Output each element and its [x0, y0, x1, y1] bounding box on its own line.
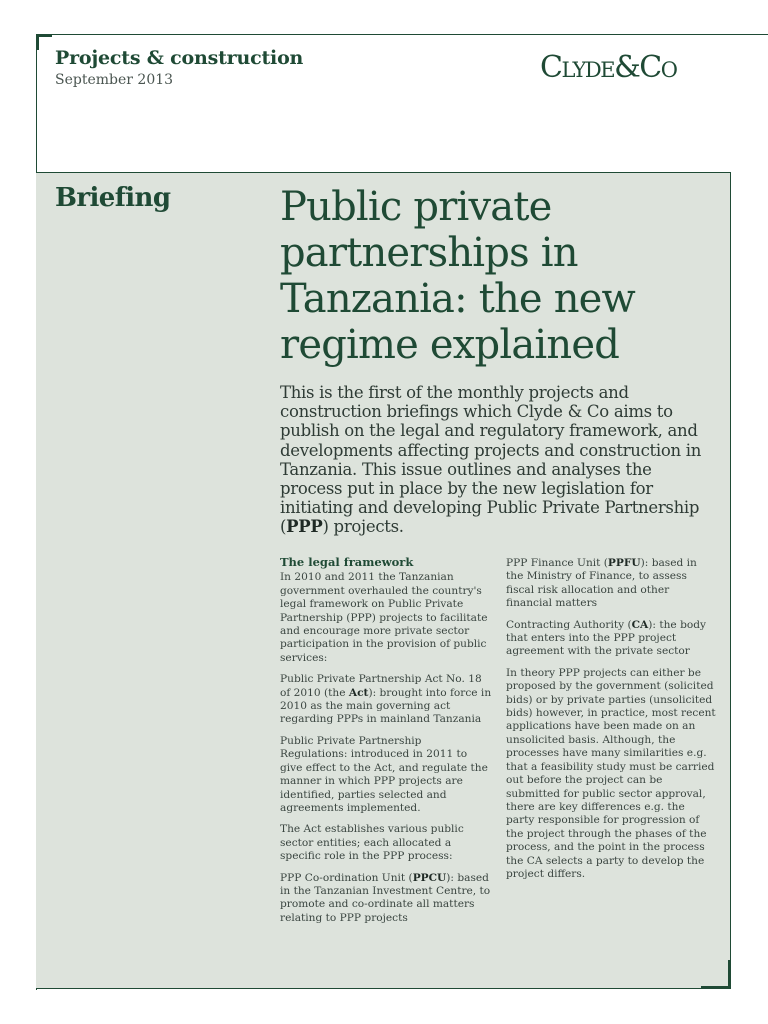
briefing-label: Briefing [55, 183, 171, 213]
paragraph: In 2010 and 2011 the Tanzanian government overhauled the country's legal framework on Public Private Partnership (PPP) projects to facilitate and encourage more private sector participation in the provision of public services: [280, 571, 488, 664]
frame-top-rule [36, 34, 768, 35]
corner-mark-bottom-right [701, 986, 731, 989]
paragraph-act: Public Private Partnership Act No. 18 of 2010 (the Act): brought into force in 2010 as the main governing act regarding PPPs in mainland Tanzania [280, 673, 492, 726]
corner-mark-bottom-right-vertical [728, 960, 731, 989]
intro-abbr: PPP [286, 517, 323, 537]
paragraph-ca: Contracting Authority (CA): the body that enters into the PPP project agreement with the private sector [506, 618, 706, 658]
page-title: Public private partnerships in Tanzania: the new regime explained [280, 184, 635, 368]
paragraph-regulations: Public Private Partnership Regulations: introduced in 2011 to give effect to the Act, and regulate the manner in which PPP projects are identified, parties selected and agreements implemented. [280, 734, 488, 814]
right-column [506, 557, 716, 889]
left-column [280, 556, 492, 933]
intro-paragraph [280, 383, 710, 537]
section-heading: The legal framework [280, 555, 414, 569]
intro-text: This is the first of the monthly projects and construction briefings which Clyde & Co aims to publish on the legal and regulatory framework, and developments affecting projects and construction in Tanzania. This issue outlines and analyses the process put in place by the new legislation for initiating and developing Public Private Partnership ( [280, 383, 702, 537]
header-title: Projects & construction [55, 47, 304, 69]
header-date: September 2013 [55, 72, 174, 88]
paragraph-entities: The Act establishes various public sector entities; each allocated a specific role in the PPP process: [280, 823, 464, 863]
corner-mark-top-left-vertical [36, 34, 39, 50]
paragraph-ppfu: PPP Finance Unit (PPFU): based in the Ministry of Finance, to assess fiscal risk allocation and other financial matters [506, 557, 697, 610]
paragraph-ppcu: PPP Co-ordination Unit (PPCU): based in the Tanzanian Investment Centre, to promote and co-ordinate all matters relating to PPP projects [280, 871, 491, 924]
intro-suffix: ) projects. [322, 517, 404, 537]
paragraph-bids: In theory PPP projects can either be proposed by the government (solicited bids) or by private parties (unsolicited bids) however, in practice, most recent applications have been made on an unsolicited basis. Although, the processes have many similarities e.g. that a feasibility study must be carried out before the project can be submitted for public sector approval, there are key differences e.g. the party responsible for progression of the project through the phases of the process, and the point in the process the CA selects a party to develop the project differs. [506, 666, 716, 880]
clyde-co-logo: Clyde&Co [540, 50, 677, 85]
